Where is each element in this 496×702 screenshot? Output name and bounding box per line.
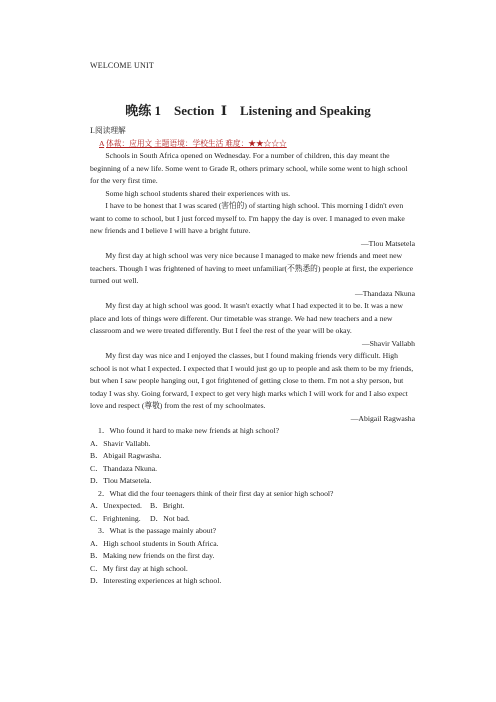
answer-option: A．Unexpected. xyxy=(90,501,142,510)
answer-option: C．Thandaza Nkuna. xyxy=(90,463,158,473)
answer-option: B．Making new friends on the first day. xyxy=(90,551,215,560)
answer-option: C．My first day at high school. xyxy=(90,563,188,573)
author-signature: —Abigail Ragwasha xyxy=(350,413,415,423)
meta-text: 体裁：应用文 主题语境：学校生活 难度：★★☆☆☆ xyxy=(106,138,287,148)
passage-paragraph: My first day at high school was very nice because I managed to make new friends and meet new teachers. Though I was frightened of having to meet unfamiliar(不熟悉的) people at first, the experience turned out well. xyxy=(90,251,414,285)
answer-option: B．Abigail Ragwasha. xyxy=(90,451,162,460)
passage-paragraph: My first day at high school was good. It wasn't exactly what I had expected it to be. It was a new place and lots of things were different. Our timetable was strange. We had new teachers and a new classroom and we were treated differently. But I feel the rest of the year will be okay. xyxy=(90,301,403,335)
unit-header: WELCOME UNIT xyxy=(90,61,154,70)
author-signature: —Shavir Vallabh xyxy=(361,338,415,348)
content-body xyxy=(90,125,415,588)
author-signature: —Tlou Matsetela xyxy=(360,238,415,248)
answer-option: A．Shavir Vallabh. xyxy=(90,438,151,448)
answer-option-row xyxy=(90,500,415,513)
question-stem: 3．What is the passage mainly about? xyxy=(98,526,217,535)
section-label: Ⅰ.阅读理解 xyxy=(90,126,126,135)
question-stem: 2．What did the four teenagers think of their first day at senior high school? xyxy=(98,488,334,498)
answer-option: C．Frightening. xyxy=(90,513,141,523)
passage-paragraph: I have to be honest that I was scared (害怕的) of starting high school. This morning I didn't even want to come to school, but I just forced myself to. I'm happy the day is over. I managed to even make new friends and I believe I will have a bright future. xyxy=(90,201,405,235)
answer-option: D．Tlou Matsetela. xyxy=(90,476,152,485)
passage-paragraph: Schools in South Africa opened on Wednesday. For a number of children, this day meant the beginning of a new life. Some went to Grade R, others primary school, while some went to high school for the very first time. xyxy=(90,151,408,185)
author-signature: —Thandaza Nkuna xyxy=(355,288,415,298)
passage-meta xyxy=(90,138,415,151)
answer-option: A．High school students in South Africa. xyxy=(90,538,219,548)
question-stem: 1．Who found it hard to make new friends at high school? xyxy=(98,426,280,435)
meta-prefix: A xyxy=(99,138,105,148)
answer-option: D．Interesting experiences at high school. xyxy=(90,576,222,585)
passage-paragraph: My first day was nice and I enjoyed the classes, but I found making friends very difficult. High school is not what I expected. I expected that I would just go up to people and ask them to be my friends, but when I saw people hanging out, I got frightened of getting close to them. I'm not a shy person, but today I was shy. Going forward, I expect to get very high marks which I will work for and I also expect love and respect (尊敬) from the rest of my schoolmates. xyxy=(90,351,414,410)
answer-option: B．Bright. xyxy=(150,501,185,510)
passage-paragraph: Some high school students shared their experiences with us. xyxy=(105,188,291,198)
page-title: 晚练 1 Section Ⅰ Listening and Speaking xyxy=(125,103,371,118)
answer-option-row xyxy=(90,513,415,526)
answer-option: D．Not bad. xyxy=(150,513,190,523)
